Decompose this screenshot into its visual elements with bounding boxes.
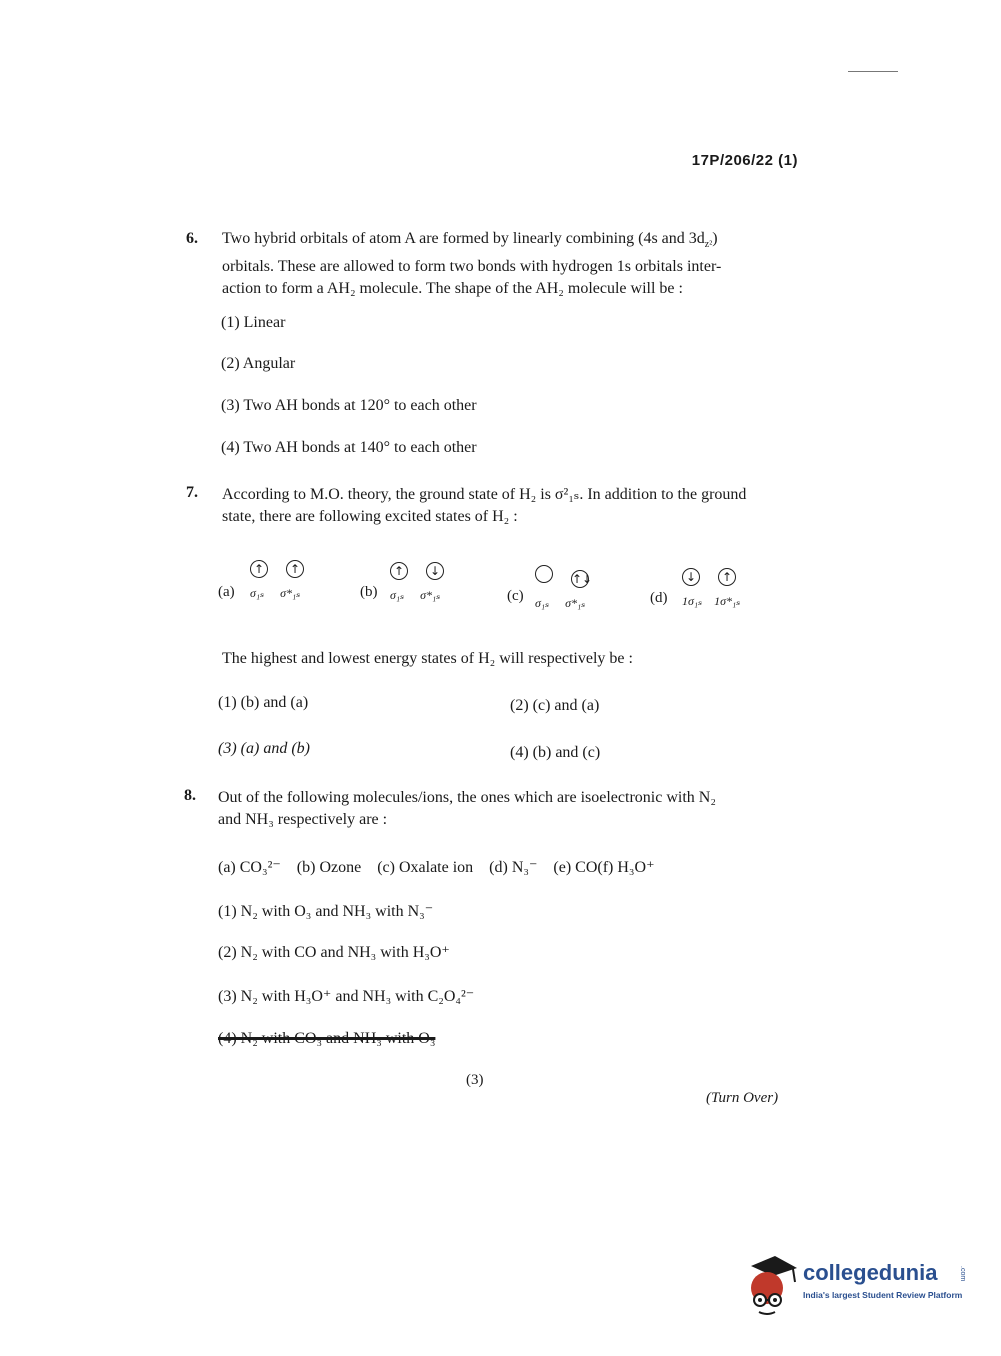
q7-state-a-label: (a) [218, 584, 235, 600]
q7-state-a [250, 560, 304, 602]
q6-number: 6. [186, 230, 198, 247]
empty-orbital-circle-icon [535, 565, 553, 583]
q7-state-c [535, 565, 593, 612]
page-number: (3) [466, 1072, 484, 1088]
orbital-label: σ*₁ₛ [420, 588, 441, 602]
electron-circle-icon: ↑ [286, 560, 304, 578]
electron-circle-icon: ↑ [390, 562, 408, 580]
q7-option-3: (3) (a) and (b) [218, 740, 310, 757]
q6-option-3: (3) Two AH bonds at 120° to each other [221, 397, 477, 414]
q7-option-1: (1) (b) and (a) [218, 694, 309, 711]
q7-option-2: (2) (c) and (a) [510, 697, 600, 714]
q8-items: (a) CO₃²⁻ (b) Ozone (c) Oxalate ion (d) N₃⁻ (e) CO(f) H₃O⁺ [218, 859, 655, 876]
q7-state-b [390, 562, 444, 604]
orbital-label: 1σ*₁ₛ [714, 594, 741, 608]
electron-pair-circle-icon: ↑↓ [572, 572, 593, 586]
q8-line2: and NH₃ respectively are : [218, 811, 388, 828]
orbital-label: σ*₁ₛ [565, 596, 586, 610]
q6-option-4: (4) Two AH bonds at 140° to each other [221, 439, 477, 456]
orbital-label: σ*₁ₛ [280, 586, 301, 600]
orbital-label: σ₁ₛ [390, 588, 405, 602]
logo-brand-text: collegedunia [803, 1260, 938, 1285]
electron-circle-icon: ↑ [250, 560, 268, 578]
q7-state-d-label: (d) [650, 590, 668, 606]
q8-line1: Out of the following molecules/ions, the ones which are isoelectronic with N₂ [218, 789, 716, 806]
electron-circle-icon: ↓ [426, 562, 444, 580]
q7-state-c-label: (c) [507, 588, 524, 604]
electron-circle-icon: ↓ [682, 568, 700, 586]
electron-circle-icon: ↑ [718, 568, 736, 586]
q8-text [218, 787, 803, 831]
q6-option-1: (1) Linear [221, 314, 286, 331]
q6-line1-end: ) [712, 230, 718, 247]
q7-line1: According to M.O. theory, the ground state of H₂ is σ²₁ₛ. In addition to the ground [222, 486, 747, 503]
orbital-label: 1σ₁ₛ [682, 594, 703, 608]
q7-option-4: (4) (b) and (c) [510, 744, 601, 761]
q8-number: 8. [184, 787, 196, 804]
q8-option-3: (3) N₂ with H₃O⁺ and NH₃ with C₂O₄²⁻ [218, 988, 475, 1005]
q7-number: 7. [186, 484, 198, 501]
q6-line3: action to form a AH₂ molecule. The shape of the AH₂ molecule will be : [222, 280, 683, 298]
top-rule [848, 71, 898, 72]
logo-suffix: .com [959, 1266, 966, 1282]
paper-code: 17P/206/22 (1) [691, 152, 798, 169]
logo-tagline: India's largest Student Review Platform [803, 1290, 963, 1300]
q7-state-d [682, 568, 740, 610]
orbital-label: σ₁ₛ [250, 586, 265, 600]
collegedunia-logo [745, 1250, 975, 1320]
orbital-label: σ₁ₛ [535, 596, 550, 610]
turn-over: (Turn Over) [706, 1090, 779, 1106]
q6-line1-sub: z² [704, 239, 713, 251]
q6-text [222, 228, 802, 300]
q8-option-1: (1) N₂ with O₃ and NH₃ with N₃⁻ [218, 903, 434, 920]
q8-option-4: (4) N₂ with CO₃ and NH₃ with O₃ [218, 1030, 436, 1047]
graduate-mascot-icon [745, 1252, 799, 1316]
q7-question: The highest and lowest energy states of H₂ will respectively be : [222, 650, 633, 667]
q7-line2: state, there are following excited states of H₂ : [222, 508, 518, 525]
q6-line1: Two hybrid orbitals of atom A are formed by linearly combining (4s and 3d [222, 230, 705, 247]
q6-option-2: (2) Angular [221, 355, 296, 372]
q6-line2: orbitals. These are allowed to form two bonds with hydrogen 1s orbitals inter- [222, 258, 722, 276]
q8-option-2: (2) N₂ with CO and NH₃ with H₃O⁺ [218, 944, 450, 961]
q7-text [222, 484, 802, 528]
q7-state-b-label: (b) [360, 584, 378, 600]
